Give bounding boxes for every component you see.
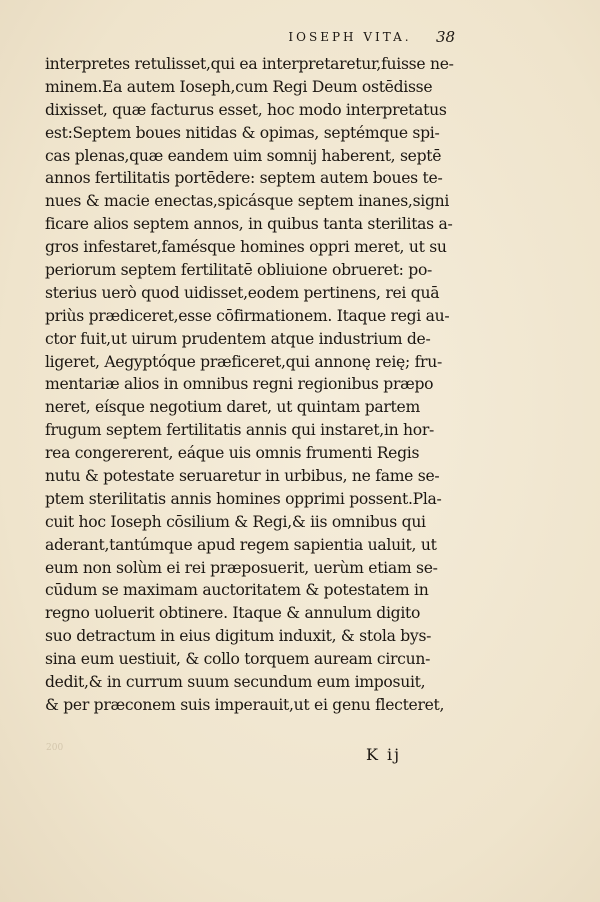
text-line: ficare alios septem annos, in quibus tanta sterilitas a- <box>45 215 453 234</box>
text-line: priùs prædiceret,esse cōfirmationem. Itaque regi au- <box>45 306 450 325</box>
text-line: sterius uerò quod uidisset,eodem pertinens, rei quā <box>45 283 440 302</box>
text-line: ptem sterilitatis annis homines opprimi possent.Pla- <box>45 489 442 508</box>
text-line: dedit,& in currum suum secundum eum imposuit, <box>45 673 426 692</box>
text-line: cas plenas,quæ eandem uim somnij haberent, septē <box>45 146 442 165</box>
text-line: mentariæ alios in omnibus regni regionibus præpo <box>45 375 434 394</box>
page-number: 38 <box>436 28 456 46</box>
text-line: aderant,tantúmque apud regem sapientia ualuit, ut <box>45 535 437 554</box>
show-through-mark: 200 <box>46 743 64 753</box>
text-line: neret, eísque negotium daret, ut quintam partem <box>45 398 420 417</box>
text-line: periorum septem fertilitatē obliuione obrueret: po- <box>45 261 433 280</box>
text-line: sina eum uestiuit, & collo torquem auream circun- <box>45 650 431 669</box>
text-line: ligeret, Aegyptóque præficeret,qui annonę reię; fru- <box>45 352 442 371</box>
text-line: minem.Ea autem Ioseph,cum Regi Deum ostēdisse <box>45 77 433 96</box>
text-line: nutu & potestate seruaretur in urbibus, ne fame se- <box>45 467 440 486</box>
text-line: annos fertilitatis portēdere: septem autem boues te- <box>45 169 443 188</box>
text-line: ctor fuit,ut uirum prudentem atque industrium de- <box>45 329 431 348</box>
text-line: rea congererent, eáque uis omnis frumenti Regis <box>45 444 420 463</box>
text-line: nues & macie enectas,spicásque septem inanes,signi <box>45 192 450 211</box>
text-line: interpretes retulisset,qui ea interpretaretur,fuisse ne- <box>45 55 454 73</box>
text-line: dixisset, quæ facturus esset, hoc modo interpretatus <box>45 100 447 119</box>
text-line: gros infestaret,famésque homines oppri meret, ut su <box>45 238 447 257</box>
signature-mark: K ij <box>366 745 402 764</box>
text-line: & per præconem suis imperauit,ut ei genu flecteret, <box>45 695 445 714</box>
body-text <box>45 53 455 717</box>
text-line: suo detractum in eius digitum induxit, & stola bys- <box>45 627 432 646</box>
running-head: IOSEPH VITA. <box>288 30 412 44</box>
text-line: regno uoluerit obtinere. Itaque & annulum digito <box>45 604 421 623</box>
text-line: eum non solùm ei rei præposuerit, uerùm etiam se- <box>45 558 438 577</box>
text-line: frugum septem fertilitatis annis qui instaret,in hor- <box>45 421 434 440</box>
text-line: cuit hoc Ioseph cōsilium & Regi,& iis omnibus qui <box>45 512 426 531</box>
text-line: est:Septem boues nitidas & opimas, septémque spi- <box>45 123 440 142</box>
text-line: cūdum se maximam auctoritatem & potestatem in <box>45 581 429 600</box>
